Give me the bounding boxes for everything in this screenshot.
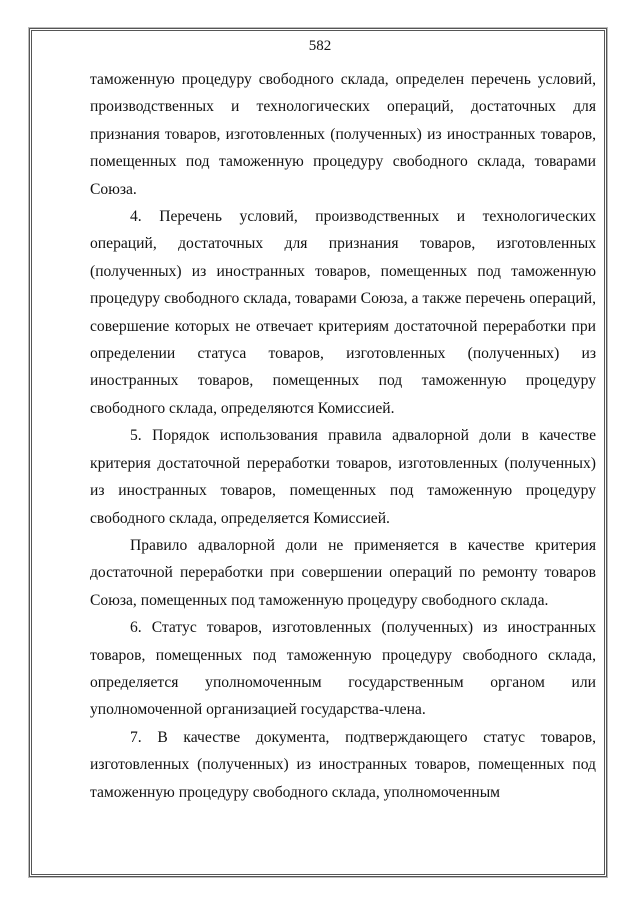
paragraph-item-4: 4. Перечень условий, производственных и технологических операций, достаточных для признания товаров, изготовленных (полученных) из иностранных товаров, помещенных под таможенную процедуру свободного склада, товарами Союза, а также перечень операций, совершение которых не отвечает критериям достаточной переработки при определении статуса товаров, изготовленных (полученных) из иностранных товаров, помещенных под таможенную процедуру свободного склада, определяются Комиссией. xyxy=(90,208,596,417)
paragraph-continuation: таможенную процедуру свободного склада, определен перечень условий, производственных и технологических операций, достаточных для признания товаров, изготовленных (полученных) из иностранных товаров, помещенных под таможенную процедуру свободного склада, товарами Союза. xyxy=(90,71,596,198)
paragraph-item-7: 7. В качестве документа, подтверждающего статус товаров, изготовленных (полученных) из иностранных товаров, помещенных под таможенную процедуру свободного склада, уполномоченным xyxy=(90,728,596,801)
page-number: 582 xyxy=(308,38,332,54)
paragraph-item-5: 5. Порядок использования правила адвалорной доли в качестве критерия достаточной переработки товаров, изготовленных (полученных) из иностранных товаров, помещенных под таможенную процедуру свободного склада, определяется Комиссией. xyxy=(90,427,596,527)
paragraph-item-6: 6. Статус товаров, изготовленных (полученных) из иностранных товаров, помещенных под таможенную процедуру свободного склада, определяется уполномоченным государственным органом или уполномоченной организацией государства-члена. xyxy=(90,619,596,719)
document-body xyxy=(90,66,596,806)
paragraph-advalorem-rule: Правило адвалорной доли не применяется в качестве критерия достаточной переработки при совершении операций по ремонту товаров Союза, помещенных под таможенную процедуру свободного склада. xyxy=(90,536,596,609)
